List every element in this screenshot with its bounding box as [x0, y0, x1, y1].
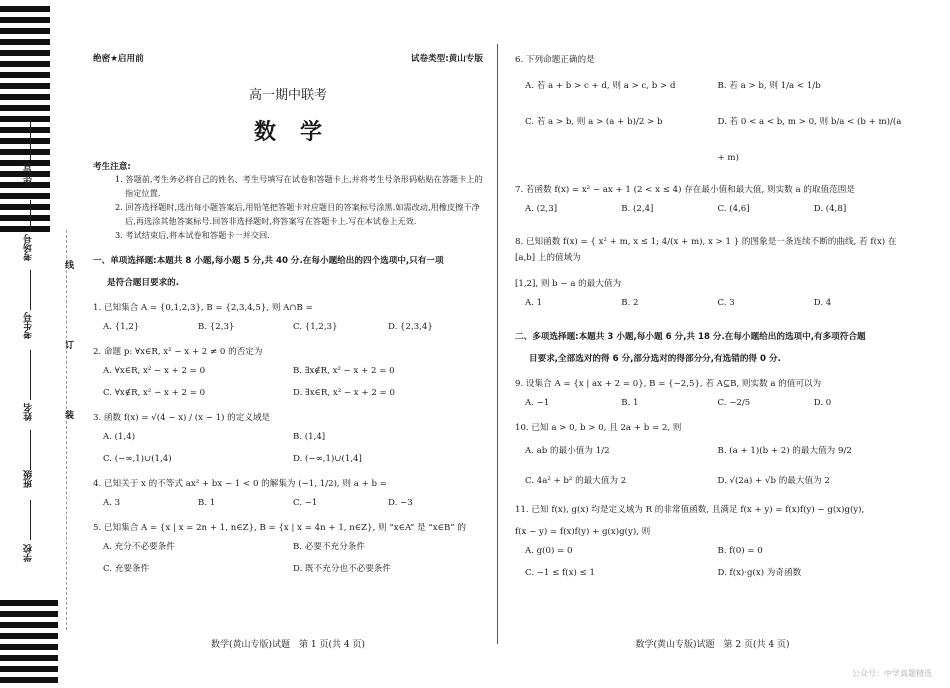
question-4 — [93, 476, 483, 514]
question-6 — [515, 52, 910, 176]
question-stem: 8. 已知函数 f(x) = { x² + m, x ≤ 1; 4/(x + m), x > 1 } 的图象是一条连续不断的曲线, 若 f(x) 在 [a,b] 上的值域为 — [515, 237, 897, 263]
question-stem: 11. 已知 f(x), g(x) 均是定义域为 R 的非常值函数, 且满足 f(x + y) = f(x)f(y) − g(x)g(y), — [515, 505, 865, 515]
option-a: A. {1,2} — [103, 322, 140, 332]
question-stem: 2. 命题 p: ∀x∈R, x² − x + 2 ≠ 0 的否定为 — [93, 347, 263, 357]
section-1-line-1: 一、单项选择题:本题共 8 小题,每小题 5 分,共 40 分.在每小题给出的四个选项中,只有一项 — [93, 256, 444, 266]
question-5 — [93, 520, 483, 580]
cutmark-install: 装 — [63, 410, 73, 419]
page-1-footer: 数学(黄山专版)试题 第 1 页(共 4 页) — [211, 640, 365, 650]
option-d: D. (−∞,1)∪(1,4] — [293, 454, 362, 464]
section-2-heading — [515, 326, 910, 370]
binding-stripes-top — [0, 6, 50, 236]
question-11 — [515, 502, 910, 584]
exam-name: 高一期中联考 — [248, 88, 327, 103]
question-stem: 9. 设集合 A = {x | ax + 2 = 0}, B = {−2,5}, 若 A⊆B, 则实数 a 的值可以为 — [515, 379, 822, 389]
question-stem-continued: [1,2], 则 b − a 的最大值为 — [515, 279, 622, 289]
option-c: C. 4a² + b² 的最大值为 2 — [525, 476, 627, 486]
name-label: 姓名 — [24, 403, 34, 421]
option-a: A. 3 — [103, 498, 121, 508]
option-c: C. 若 a > b, 则 a > (a + b)/2 > b — [525, 117, 663, 127]
option-b: B. 2 — [621, 298, 639, 308]
subject-title: 数学 — [253, 120, 346, 145]
option-a: A. (1,4) — [103, 432, 136, 442]
question-stem: 1. 已知集合 A = {0,1,2,3}, B = {2,3,4,5}, 则 A∩B = — [93, 303, 313, 313]
option-a: A. g(0) = 0 — [525, 546, 573, 556]
option-b: B. f(0) = 0 — [717, 546, 763, 556]
option-b: B. (1,4] — [293, 432, 326, 442]
page-2-footer: 数学(黄山专版)试题 第 2 页(共 4 页) — [635, 640, 790, 650]
question-stem: 5. 已知集合 A = {x | x = 2n + 1, n∈Z}, B = {x | x = 4n + 1, n∈Z}, 则 “x∈A” 是 “x∈B” 的 — [93, 523, 467, 533]
option-c: C. (−∞,1)∪(1,4) — [103, 454, 172, 464]
exam-type: 试卷类型:黄山专版 — [410, 54, 483, 64]
option-c: C. −2/5 — [717, 398, 751, 408]
question-stem: 6. 下列命题正确的是 — [515, 55, 595, 65]
field-line — [30, 120, 31, 160]
option-b: B. 若 a > b, 则 1/a < 1/b — [717, 81, 821, 91]
section-1-heading — [93, 250, 483, 294]
field-line — [30, 270, 31, 310]
note-item: 1. 答题前,考生务必将自己的姓名、考生号填写在试卷和答题卡上,并将考生号条形码粘贴在答题卡上的指定位置. — [115, 174, 483, 198]
question-2 — [93, 344, 483, 404]
option-d: D. 0 — [813, 398, 832, 408]
option-d: D. −3 — [388, 498, 413, 508]
option-c: C. {1,2,3} — [293, 322, 338, 332]
question-9 — [515, 376, 910, 414]
note-item: 2. 回答选择题时,选出每小题答案后,用铅笔把答题卡对应题目的答案标号涂黑.如需改动,用橡皮擦干净后,再选涂其他答案标号.回答非选择题时,将答案写在答题卡上.写在本试卷上无效. — [115, 202, 480, 226]
question-8 — [515, 234, 910, 314]
confidential-mark: 绝密★启用前 — [93, 54, 144, 64]
question-stem: 3. 函数 f(x) = √(4 − x) / (x − 1) 的定义域是 — [93, 413, 271, 423]
cut-line — [66, 230, 67, 630]
field-line — [30, 500, 31, 540]
option-b: B. (a + 1)(b + 2) 的最大值为 9/2 — [717, 446, 852, 456]
column-divider — [497, 44, 498, 644]
option-a: A. (2,3] — [525, 204, 558, 214]
class-label: 班级 — [24, 470, 34, 488]
option-b: B. 1 — [621, 398, 639, 408]
option-a: A. 充分不必要条件 — [103, 542, 175, 552]
section-2-line-2: 目要求,全部选对的得 6 分,部分选对的得部分分,有选错的得 0 分. — [529, 354, 781, 364]
option-a: A. 1 — [525, 298, 543, 308]
question-stem: 4. 已知关于 x 的不等式 ax² + bx − 1 < 0 的解集为 (−1, 1/2), 则 a + b = — [93, 479, 387, 489]
page-1-column — [93, 40, 483, 580]
option-d: D. {2,3,4} — [388, 322, 433, 332]
candidate-number-label: 考生号 — [24, 312, 34, 339]
option-c: C. (4,6] — [717, 204, 750, 214]
option-a: A. 若 a + b > c + d, 则 a > c, b > d — [525, 81, 676, 91]
question-stem-continued: f(x − y) = f(x)f(y) + g(x)g(y), 则 — [515, 527, 651, 537]
notes-title: 考生注意: — [93, 162, 131, 172]
question-stem: 7. 若函数 f(x) = x² − ax + 1 (2 < x ≤ 4) 存在最小值和最大值, 则实数 a 的取值范围是 — [515, 185, 855, 195]
option-c: C. −1 — [293, 498, 318, 508]
question-10 — [515, 420, 910, 496]
page-header — [93, 52, 483, 64]
question-7 — [515, 182, 910, 220]
note-item: 3. 考试结束后,将本试卷和答题卡一并交回. — [115, 230, 270, 240]
option-a: A. ab 的最小值为 1/2 — [525, 446, 610, 456]
option-c: C. ∀x∉R, x² − x + 2 = 0 — [103, 388, 206, 398]
cutmark-bind: 订 — [63, 340, 73, 349]
question-stem: 10. 已知 a > 0, b > 0, 且 2a + b = 2, 则 — [515, 423, 682, 433]
exam-room-label: 考场号 — [24, 234, 34, 261]
question-3 — [93, 410, 483, 470]
field-line — [30, 200, 31, 230]
cutmark-line: 线 — [63, 260, 73, 269]
page-2-column — [515, 40, 910, 584]
option-b: B. 必要不充分条件 — [293, 542, 365, 552]
option-c: C. 3 — [717, 298, 735, 308]
option-c: C. 充要条件 — [103, 564, 150, 574]
option-d: D. 4 — [813, 298, 832, 308]
option-a: A. −1 — [525, 398, 550, 408]
option-d: D. (4,8] — [813, 204, 847, 214]
option-d: D. √(2a) + √b 的最大值为 2 — [717, 476, 830, 486]
binding-stripes-bottom — [0, 600, 58, 686]
field-line — [30, 430, 31, 470]
section-1-line-2: 是符合题目要求的. — [107, 278, 180, 288]
option-d: D. 既不充分也不必要条件 — [293, 564, 391, 574]
section-2-line-1: 二、多项选择题:本题共 3 小题,每小题 6 分,共 18 分.在每小题给出的选项中,有多项符合题 — [515, 332, 866, 342]
option-d: D. f(x)·g(x) 为奇函数 — [717, 568, 802, 578]
option-b: B. {2,3} — [198, 322, 235, 332]
seat-number-label: 座位号 — [24, 160, 34, 187]
option-d: D. 若 0 < a < b, m > 0, 则 b/a < (b + m)/(a + m) — [717, 117, 902, 163]
option-b: B. (2,4] — [621, 204, 654, 214]
option-b: B. ∃x∉R, x² − x + 2 = 0 — [293, 366, 395, 376]
option-c: C. −1 ≤ f(x) ≤ 1 — [525, 568, 595, 578]
field-line — [30, 350, 31, 400]
school-label: 学校 — [24, 544, 34, 562]
option-a: A. ∀x∈R, x² − x + 2 = 0 — [103, 366, 206, 376]
option-d: D. ∃x∈R, x² − x + 2 = 0 — [293, 388, 395, 398]
question-1 — [93, 300, 483, 338]
option-b: B. 1 — [198, 498, 216, 508]
watermark: 公众号：中学真题精选 — [852, 669, 932, 678]
